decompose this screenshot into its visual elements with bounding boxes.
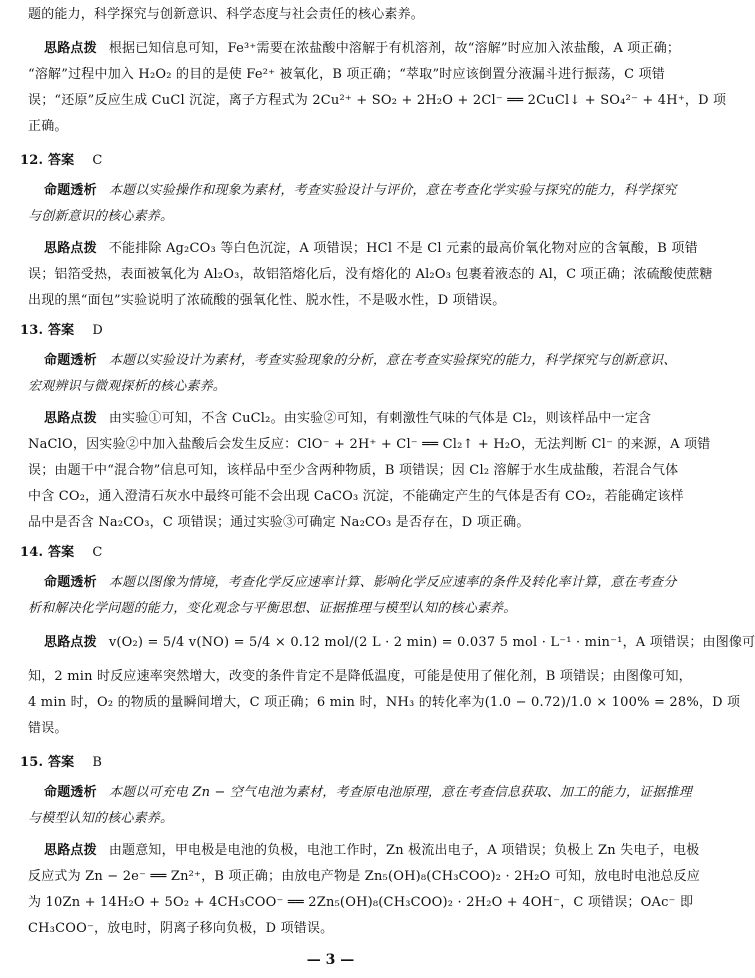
- paragraph-text: 不能排除 Ag₂CO₃ 等白色沉淀，A 项错误；HCl 不是 Cl 元素的最高价氧化物对应的含氧酸，B 项错: [108, 241, 698, 256]
- text-line: [28, 436, 711, 454]
- paragraph-text: v(O₂) = 5/4 v(NO) = 5/4 × 0.12 mol/(2 L · 2 min) = 0.037 5 mol · L⁻¹ · min⁻¹，A 项错误；由图像可: [108, 635, 755, 650]
- text-line: [28, 266, 713, 284]
- line-text: 错误。: [28, 721, 68, 736]
- answer-label: 14. 答案: [20, 545, 75, 560]
- line-text: 为 10Zn + 14H₂O + 5O₂ + 4CH₃COO⁻ ══ 2Zn₅(OH)₈(CH₃COO)₂ · 2H₂O + 4OH⁻，C 项错误；OAc⁻ 即: [28, 895, 694, 910]
- text-line: [28, 118, 648, 136]
- text-line: [28, 92, 727, 110]
- answer-letter: C: [92, 153, 103, 168]
- section-paragraph: [44, 634, 755, 652]
- section-paragraph: [44, 240, 698, 258]
- answer-heading: [20, 754, 640, 772]
- line-text: 正确。: [28, 119, 68, 134]
- text-line: [28, 66, 665, 84]
- text-line: [28, 292, 648, 310]
- section-label: 思路点拨: [44, 843, 97, 858]
- line-text: NaClO，因实验②中加入盐酸后会发生反应：ClO⁻ + 2H⁺ + Cl⁻ ══ Cl₂↑ + H₂O，无法判断 Cl⁻ 的来源，A 项错: [28, 437, 711, 452]
- paragraph-text: 由题意知，甲电极是电池的负极，电池工作时，Zn 极流出电子，A 项错误；负极上 Zn 失电子，电极: [108, 843, 700, 858]
- line-text: 知，2 min 时反应速率突然增大，改变的条件肯定不是降低温度，可能是使用了催化剂，B 项错误；由图像可知，: [28, 669, 692, 684]
- section-label: 思路点拨: [44, 41, 97, 56]
- paragraph-text: 本题以可充电 Zn − 空气电池为素材，考查原电池原理，意在考查信息获取、加工的能力，证据推理: [108, 785, 692, 800]
- section-paragraph: [44, 40, 681, 58]
- line-text: CH₃COO⁻，放电时，阴离子移向负极，D 项错误。: [28, 921, 334, 936]
- line-text: 与模型认知的核心素养。: [28, 811, 174, 826]
- section-label: 命题透析: [44, 785, 97, 800]
- section-label: 思路点拨: [44, 241, 97, 256]
- line-text: 误；铝箔受热，表面被氧化为 Al₂O₃，故铝箔熔化后，没有熔化的 Al₂O₃ 包裹着液态的 Al，C 项正确；浓硫酸使蔗糖: [28, 267, 713, 282]
- line-text: 反应式为 Zn − 2e⁻ ══ Zn²⁺，B 项正确；由放电产物是 Zn₅(OH)₈(CH₃COO)₂ · 2H₂O 可知，放电时电池总反应: [28, 869, 701, 884]
- text-line: [28, 208, 648, 226]
- section-paragraph: [44, 352, 677, 370]
- section-paragraph: [44, 842, 700, 860]
- paragraph-text: 本题以图像为情境，考查化学反应速率计算、影响化学反应速率的条件及转化率计算，意在考查分: [108, 575, 677, 590]
- line-text: 与创新意识的核心素养。: [28, 209, 174, 224]
- text-line: [28, 810, 648, 828]
- text-line: [28, 514, 648, 532]
- text-line: [28, 720, 648, 738]
- section-label: 命题透析: [44, 183, 97, 198]
- answer-letter: B: [92, 755, 103, 770]
- section-label: 思路点拨: [44, 635, 97, 650]
- section-label: 命题透析: [44, 353, 97, 368]
- line-text: 析和解决化学问题的能力，变化观念与平衡思想、证据推理与模型认知的核心素养。: [28, 601, 517, 616]
- answer-heading: [20, 322, 640, 340]
- section-paragraph: [44, 574, 677, 592]
- line-text: 中含 CO₂，通入澄清石灰水中最终可能不会出现 CaCO₃ 沉淀，不能确定产生的气体是否有 CO₂，若能确定该样: [28, 489, 684, 504]
- text-line: [28, 868, 701, 886]
- section-label: 命题透析: [44, 575, 97, 590]
- line-text: 误；由题干中“混合物”信息可知，该样品中至少含两种物质，B 项错误；因 Cl₂ 溶解于水生成盐酸，若混合气体: [28, 463, 679, 478]
- section-paragraph: [44, 182, 677, 200]
- paragraph-text: 由实验①可知，不含 CuCl₂。由实验②可知，有刺激性气味的气体是 Cl₂，则该样品中一定含: [108, 411, 652, 426]
- text-line: [28, 894, 694, 912]
- section-paragraph: [44, 784, 692, 802]
- answer-heading: [20, 544, 640, 562]
- line-text: “溶解”过程中加入 H₂O₂ 的目的是使 Fe²⁺ 被氧化，B 项正确；“萃取”时应该倒置分液漏斗进行振荡，C 项错: [28, 67, 665, 82]
- text-line: [28, 488, 684, 506]
- paragraph-text: 根据已知信息可知，Fe³⁺需要在浓盐酸中溶解于有机溶剂，故“溶解”时应加入浓盐酸，A 项正确；: [108, 41, 681, 56]
- answer-letter: D: [92, 323, 103, 338]
- line-text: 品中是否含 Na₂CO₃，C 项错误；通过实验③可确定 Na₂CO₃ 是否存在，D 项正确。: [28, 515, 530, 530]
- line-text: 出现的黑“面包”实验说明了浓硫酸的强氧化性、脱水性，不是吸水性，D 项错误。: [28, 293, 506, 308]
- answer-label: 15. 答案: [20, 755, 75, 770]
- answer-letter: C: [92, 545, 103, 560]
- page-number: — 3 —: [306, 952, 355, 968]
- section-label: 思路点拨: [44, 411, 97, 426]
- section-paragraph: [44, 410, 664, 428]
- line-text: 题的能力，科学探究与创新意识、科学态度与社会责任的核心素养。: [28, 7, 425, 22]
- line-text: 4 min 时，O₂ 的物质的量瞬间增大，C 项正确；6 min 时，NH₃ 的转化率为(1.0 − 0.72)/1.0 × 100% = 28%，D 项: [28, 695, 741, 710]
- answer-label: 13. 答案: [20, 323, 75, 338]
- text-line: [28, 6, 648, 24]
- answer-label: 12. 答案: [20, 153, 75, 168]
- paragraph-text: 本题以实验操作和现象为素材，考查实验设计与评价，意在考查化学实验与探究的能力，科学探究: [108, 183, 677, 198]
- text-line: [28, 600, 648, 618]
- line-text: 宏观辨识与微观探析的核心素养。: [28, 379, 227, 394]
- line-text: 误；“还原”反应生成 CuCl 沉淀，离子方程式为 2Cu²⁺ + SO₂ + 2H₂O + 2Cl⁻ ══ 2CuCl↓ + SO₄²⁻ + 4H⁺，D 项: [28, 93, 727, 108]
- text-line: [28, 462, 679, 480]
- text-line: [28, 378, 648, 396]
- paragraph-text: 本题以实验设计为素材，考查实验现象的分析，意在考查实验探究的能力，科学探究与创新意识、: [108, 353, 677, 368]
- answer-heading: [20, 152, 640, 170]
- text-line: [28, 694, 741, 712]
- text-line: [28, 920, 648, 938]
- text-line: [28, 668, 692, 686]
